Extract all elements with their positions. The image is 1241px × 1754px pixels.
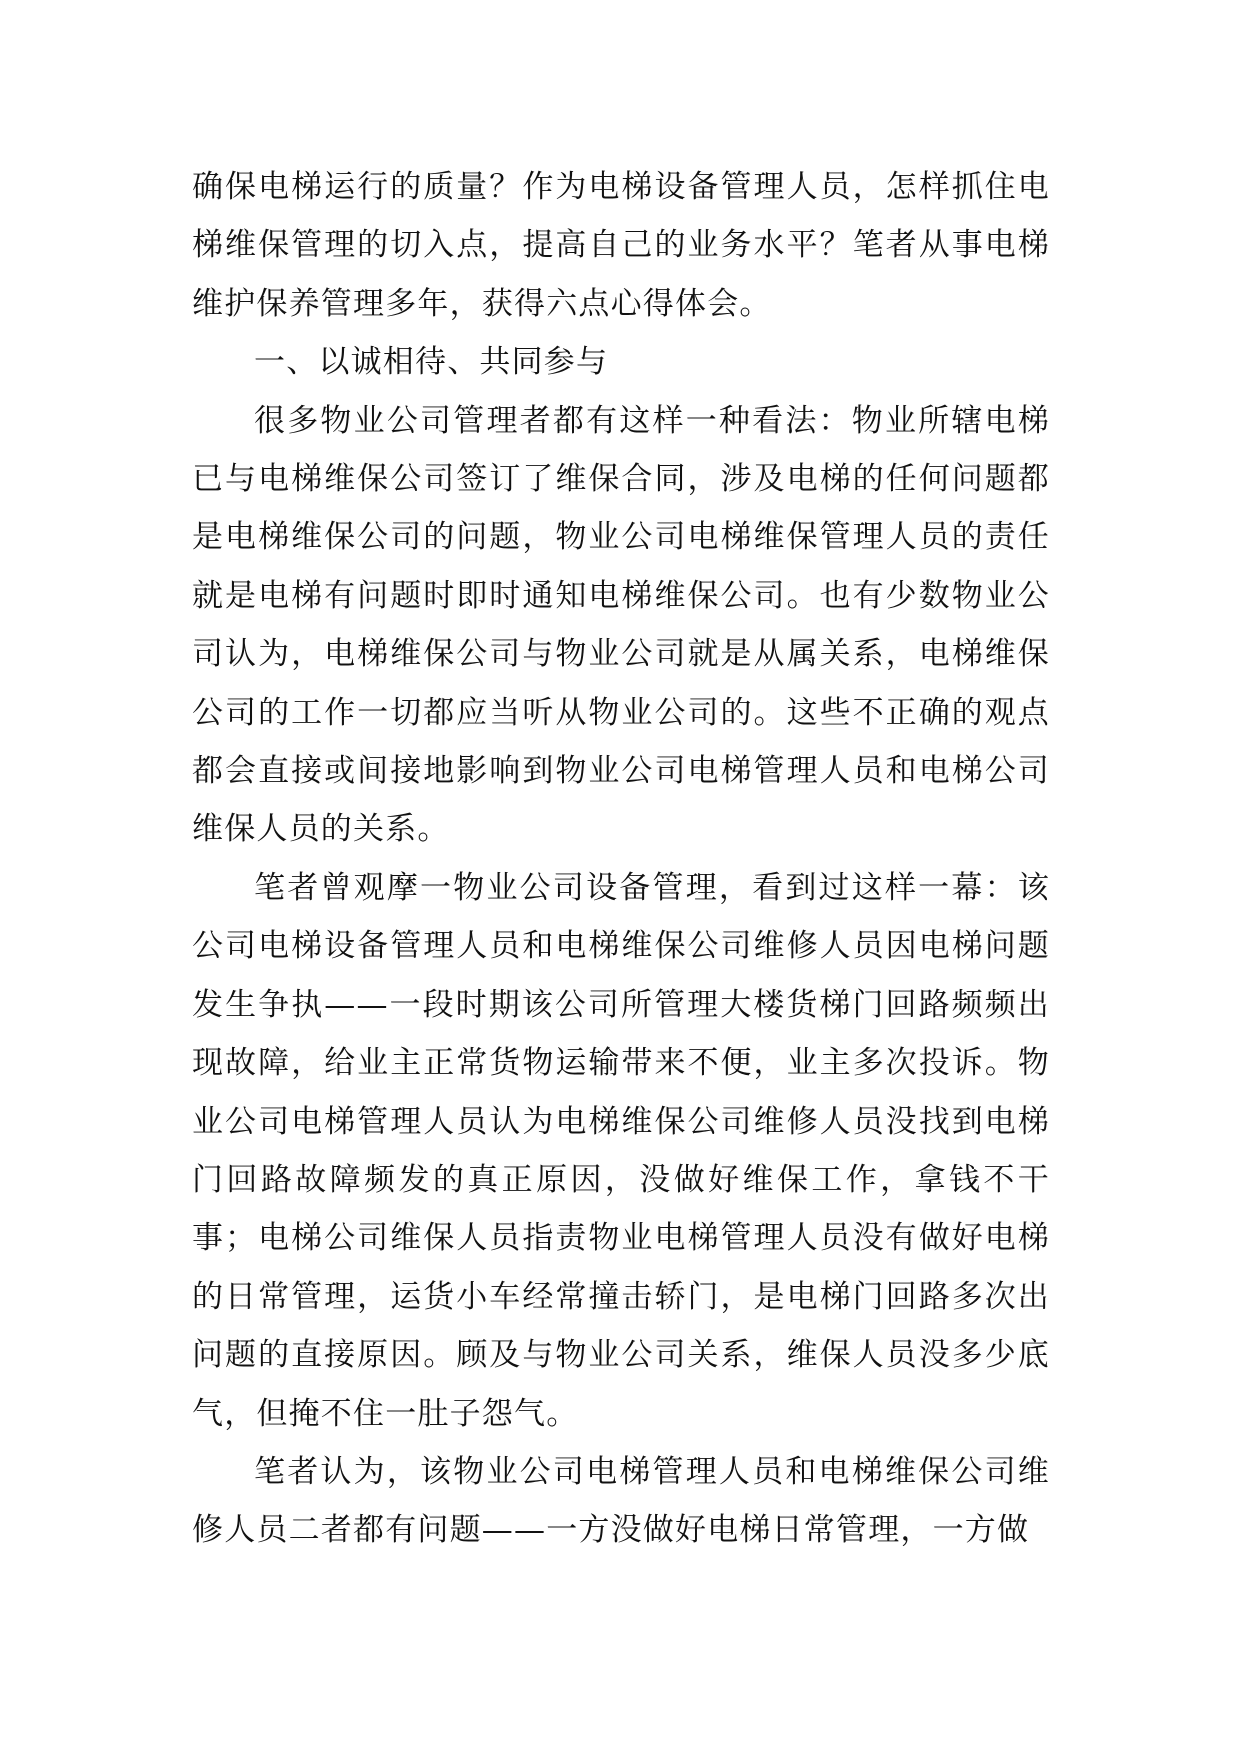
paragraph-1: 确保电梯运行的质量？作为电梯设备管理人员，怎样抓住电梯维保管理的切入点，提高自己的业务水平？笔者从事电梯维护保养管理多年，获得六点心得体会。	[192, 169, 1050, 322]
paragraph-2: 很多物业公司管理者都有这样一种看法：物业所辖电梯已与电梯维保公司签订了维保合同，涉及电梯的任何问题都是电梯维保公司的问题，物业公司电梯维保管理人员的责任就是电梯有问题时即时通知电梯维保公司。也有少数物业公司认为，电梯维保公司与物业公司就是从属关系，电梯维保公司的工作一切都应当听从物业公司的。这些不正确的观点都会直接或间接地影响到物业公司电梯管理人员和电梯公司维保人员的关系。	[192, 402, 1050, 848]
paragraph-4: 笔者认为，该物业公司电梯管理人员和电梯维保公司维修人员二者都有问题——一方没做好电梯日常管理，一方做	[192, 1453, 1050, 1549]
section-heading-1: 一、以诚相待、共同参与	[254, 344, 609, 381]
paragraph-3: 笔者曾观摩一物业公司设备管理，看到过这样一幕：该公司电梯设备管理人员和电梯维保公司维修人员因电梯问题发生争执——一段时期该公司所管理大楼货梯门回路频频出现故障，给业主正常货物运输带来不便，业主多次投诉。物业公司电梯管理人员认为电梯维保公司维修人员没找到电梯门回路故障频发的真正原因，没做好维保工作，拿钱不干事；电梯公司维保人员指责物业电梯管理人员没有做好电梯的日常管理，运货小车经常撞击轿门，是电梯门回路多次出问题的直接原因。顾及与物业公司关系，维保人员没多少底气，但掩不住一肚子怨气。	[192, 869, 1050, 1432]
document-body	[192, 158, 1050, 1560]
